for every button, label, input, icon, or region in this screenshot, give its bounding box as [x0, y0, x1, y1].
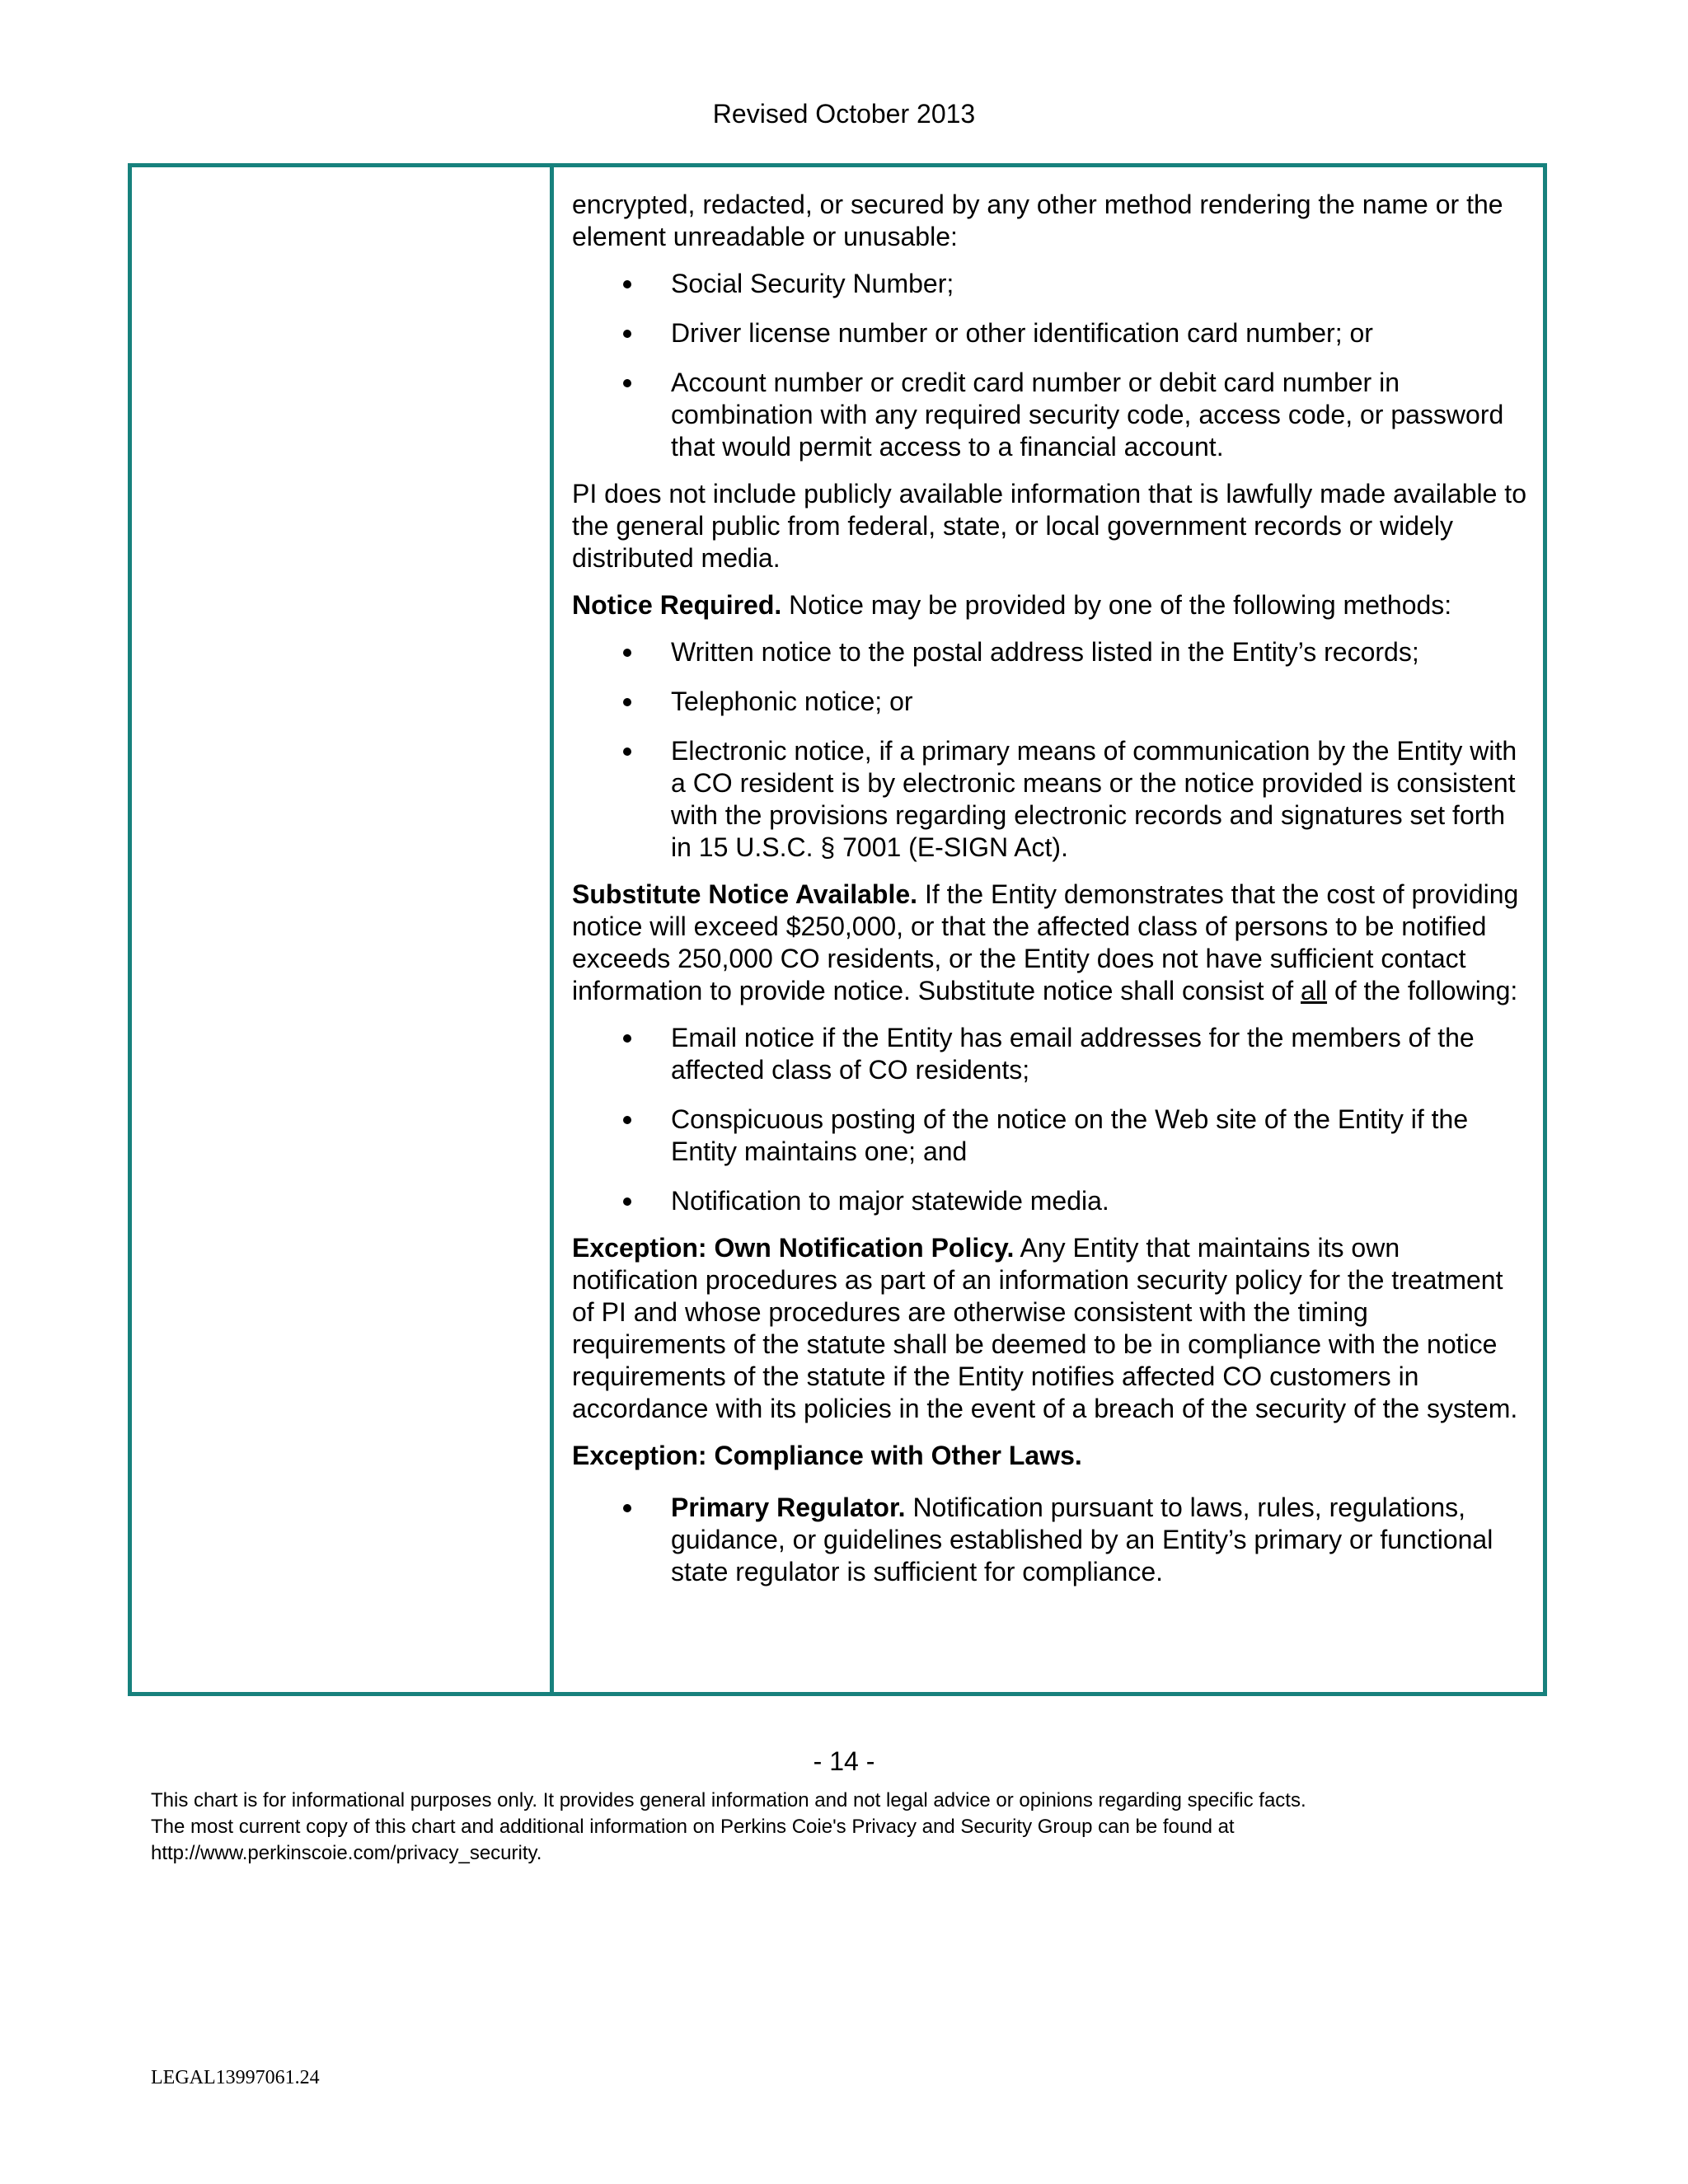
bullet-icon [623, 698, 631, 706]
list-item: Driver license number or other identification card number; or [572, 317, 1526, 349]
footer-disclaimer [151, 1788, 1593, 1867]
section-heading: Exception: Own Notification Policy. [572, 1233, 1015, 1263]
exception-own-policy-paragraph: Exception: Own Notification Policy. Any Entity that maintains its own notification procedures as part of an information security policy for the treatment of PI and whose procedures are otherwise consistent with the timing requirements of the statute shall be deemed to be in compliance with the notice requirements of the statute if the Entity notifies affected CO customers in accordance with its policies in the event of a breach of the security of the system. [572, 1233, 1518, 1423]
list-item: Conspicuous posting of the notice on the Web site of the Entity if the Entity maintains one; and [572, 1104, 1526, 1168]
list-item: Email notice if the Entity has email addresses for the members of the affected class of CO residents; [572, 1022, 1526, 1086]
list-item: Written notice to the postal address listed in the Entity’s records; [572, 636, 1526, 668]
bullet-icon [623, 280, 631, 288]
notice-required-paragraph: Notice Required. Notice may be provided by one of the following methods: [572, 590, 1452, 620]
list-item: Account number or credit card number or debit card number in combination with any required security code, access code, or password that would permit access to a financial account. [572, 367, 1526, 463]
bullet-icon [623, 1116, 631, 1124]
bullet-icon [623, 649, 631, 657]
section-heading: Substitute Notice Available. [572, 879, 918, 909]
list-item: Social Security Number; [572, 268, 1526, 300]
page-header: Revised October 2013 [712, 99, 976, 129]
list-item: Telephonic notice; or [572, 686, 1526, 718]
table-left-cell [132, 167, 554, 1692]
document-id: LEGAL13997061.24 [151, 2067, 320, 2088]
table-right-cell [554, 167, 1543, 1692]
bullet-icon [623, 379, 631, 387]
bullet-icon [623, 1504, 631, 1512]
intro-paragraph: encrypted, redacted, or secured by any other method rendering the name or the element unreadable or unusable: [572, 190, 1503, 251]
bullet-icon [623, 1197, 631, 1206]
page-number: - 14 - [813, 1746, 875, 1776]
section-heading: Notice Required. [572, 590, 782, 620]
exception-other-laws-heading: Exception: Compliance with Other Laws. [572, 1441, 1082, 1470]
substitute-notice-paragraph: Substitute Notice Available. If the Entity demonstrates that the cost of providing notice will exceed $250,000, or that the affected class of persons to be notified exceeds 250,000 CO residents, or the Entity does not have sufficient contact information to provide notice. Substitute notice shall consist of all of the following: [572, 879, 1519, 1005]
substitute-notice-list [572, 1022, 1526, 1217]
bullet-icon [623, 1034, 631, 1043]
list-item: Primary Regulator. Notification pursuant to laws, rules, regulations, guidance, or guidelines established by an Entity’s primary or functional state regulator is sufficient for compliance. [572, 1492, 1526, 1588]
exception-other-laws-list [572, 1492, 1526, 1588]
list-item: Notification to major statewide media. [572, 1185, 1526, 1217]
footer-line: The most current copy of this chart and additional information on Perkins Coie's Privacy and Security Group can be found at [151, 1816, 1235, 1838]
footer-line: This chart is for informational purposes only. It provides general information and not legal advice or opinions regarding specific facts. [151, 1789, 1306, 1811]
bullet-icon [623, 748, 631, 756]
list-item: Electronic notice, if a primary means of communication by the Entity with a CO resident is by electronic means or the notice provided is consistent with the provisions regarding electronic records and signatures set forth in 15 U.S.C. § 7001 (E-SIGN Act). [572, 735, 1526, 864]
bullet-icon [623, 330, 631, 338]
footer-link: http://www.perkinscoie.com/privacy_security. [151, 1842, 542, 1864]
notice-method-list [572, 636, 1526, 864]
pi-exclusion-paragraph: PI does not include publicly available information that is lawfully made available to the general public from federal, state, or local government records or widely distributed media. [572, 479, 1526, 573]
intro-bullet-list [572, 268, 1526, 463]
content-table [128, 163, 1547, 1696]
